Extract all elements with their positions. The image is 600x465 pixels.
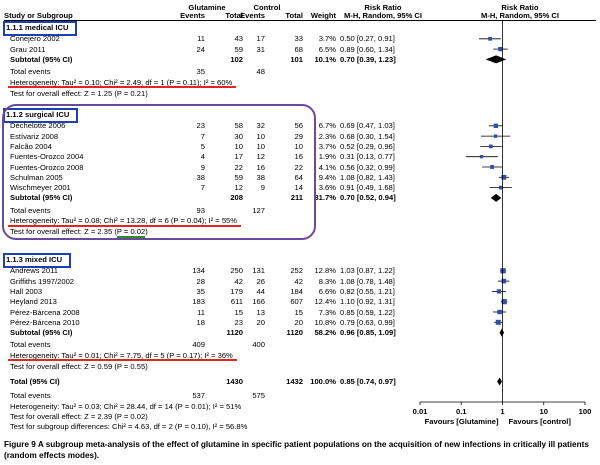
total-glutamine: 15 <box>234 307 243 317</box>
heterogeneity-stat: Heterogeneity: Tau² = 0.01; Chi² = 7.75, df = 5 (P = 0.17); I² = 36% <box>10 350 233 360</box>
weight: 3.6% <box>318 183 336 193</box>
events-control: 10 <box>256 141 265 151</box>
total-events-label: Total events <box>10 67 51 77</box>
risk-ratio-ci: 0.68 [0.30, 1.54] <box>340 131 395 141</box>
point-estimate-square <box>489 145 493 149</box>
total-control: 64 <box>294 172 303 182</box>
risk-ratio-ci: 0.69 [0.47, 1.03] <box>340 121 395 131</box>
subtotal-label: Subtotal (95% CI) <box>10 54 73 64</box>
favours-left-label: Favours [Glutamine] <box>424 417 499 426</box>
grand-total-control: 1432 <box>286 377 303 386</box>
grand-events-label: Total events <box>10 391 51 401</box>
events-glutamine: 18 <box>196 317 205 327</box>
overall-effect-test-suffix: ) <box>145 227 148 237</box>
x-tick-label: 10 <box>539 407 548 416</box>
overall-effect-p-value: P = 0.02 <box>116 227 146 237</box>
point-estimate-square <box>480 155 483 158</box>
point-estimate-square <box>497 310 501 314</box>
study-name: Wischmeyer 2001 <box>10 183 71 193</box>
total-control: 68 <box>294 44 303 54</box>
events-control: 44 <box>256 286 265 296</box>
subgroup-title: 1.1.1 medical ICU <box>6 23 69 32</box>
risk-ratio-ci: 1.08 [0.82, 1.43] <box>340 172 395 182</box>
total-glutamine: 611 <box>230 297 243 307</box>
risk-ratio-ci: 0.31 [0.13, 0.77] <box>340 152 395 162</box>
grand-heterogeneity: Heterogeneity: Tau² = 0.03; Chi² = 28.44, df = 14 (P = 0.01); I² = 51% <box>10 401 242 411</box>
weight: 3.7% <box>318 141 336 151</box>
study-name: Hall 2003 <box>10 286 43 296</box>
grand-events-control: 575 <box>252 391 265 401</box>
events-glutamine: 183 <box>192 297 205 307</box>
study-name: Fuentes-Orozco 2008 <box>10 162 84 172</box>
total-events-glutamine: 93 <box>196 205 205 215</box>
col-header-rr-method: M-H, Random, 95% CI <box>343 11 423 20</box>
total-control: 252 <box>290 266 303 276</box>
total-control: 20 <box>294 317 303 327</box>
weight: 12.4% <box>314 297 336 307</box>
overall-effect-test: Test for overall effect: Z = 0.59 (P = 0.55) <box>10 362 148 371</box>
weight: 1.9% <box>318 152 336 162</box>
subtotal-weight: 58.2% <box>314 328 336 338</box>
total-events-label: Total events <box>10 205 51 215</box>
total-glutamine: 10 <box>234 141 243 151</box>
point-estimate-square <box>496 320 501 325</box>
events-control: 9 <box>260 183 265 193</box>
risk-ratio-ci: 0.85 [0.59, 1.22] <box>340 307 395 317</box>
point-estimate-square <box>500 268 505 273</box>
risk-ratio-ci: 1.03 [0.87, 1.22] <box>340 266 395 276</box>
overall-effect-test: Test for overall effect: Z = 1.25 (P = 0.21) <box>10 88 148 98</box>
total-events-control: 127 <box>252 205 265 215</box>
point-estimate-square <box>497 289 501 293</box>
figure-caption: Figure 9 A subgroup meta-analysis of the effect of glutamine in specific patient populations on the acquisition of new infections in critically ill patients (random effects modes). <box>4 440 589 460</box>
study-name: Estívariz 2008 <box>10 131 59 141</box>
events-control: 131 <box>252 266 265 276</box>
x-tick-label: 100 <box>578 407 592 416</box>
total-glutamine: 12 <box>234 183 243 193</box>
total-glutamine: 30 <box>234 131 243 141</box>
events-control: 12 <box>256 152 265 162</box>
point-estimate-square <box>494 124 498 128</box>
risk-ratio-ci: 0.79 [0.63, 0.99] <box>340 317 395 327</box>
subtotal-diamond <box>486 55 507 63</box>
x-tick-label: 0.1 <box>455 407 467 416</box>
events-glutamine: 35 <box>196 286 205 296</box>
total-glutamine: 59 <box>234 44 243 54</box>
weight: 10.8% <box>314 317 336 327</box>
col-header-events-1: Events <box>180 11 205 20</box>
total-glutamine: 59 <box>234 172 243 182</box>
weight: 4.1% <box>318 162 336 172</box>
x-tick-label: 1 <box>500 407 505 416</box>
total-glutamine: 22 <box>234 162 243 172</box>
total-control: 15 <box>294 307 303 317</box>
total-control: 10 <box>294 141 303 151</box>
study-name: Grau 2011 <box>10 44 46 54</box>
study-name: Griffiths 1997/2002 <box>10 276 75 286</box>
grand-total-weight: 100.0% <box>310 377 336 386</box>
subtotal-diamond <box>491 194 502 202</box>
events-glutamine: 11 <box>197 307 205 317</box>
risk-ratio-ci: 0.91 [0.49, 1.68] <box>340 183 395 193</box>
risk-ratio-ci: 0.56 [0.32, 0.99] <box>340 162 395 172</box>
weight: 6.6% <box>318 286 336 296</box>
events-control: 166 <box>252 297 265 307</box>
col-header-control: Control <box>253 3 281 12</box>
total-glutamine: 43 <box>234 34 243 44</box>
total-glutamine: 179 <box>230 286 243 296</box>
total-glutamine: 23 <box>234 317 243 327</box>
col-header-events-2: Events <box>240 11 265 20</box>
point-estimate-square <box>494 134 497 137</box>
grand-total-glutamine: 1430 <box>226 377 243 386</box>
total-control: 22 <box>294 162 303 172</box>
study-name: Pérez-Bárcena 2008 <box>10 307 80 317</box>
total-events-control: 48 <box>256 67 265 77</box>
events-control: 16 <box>256 162 265 172</box>
events-control: 10 <box>256 131 265 141</box>
total-control: 29 <box>294 131 303 141</box>
total-control: 33 <box>294 34 303 44</box>
study-name: Déchelotte 2006 <box>10 121 66 131</box>
subgroup-title: 1.1.3 mixed ICU <box>6 255 63 264</box>
risk-ratio-ci: 0.89 [0.60, 1.34] <box>340 44 395 54</box>
subtotal-total-control: 1120 <box>286 328 303 338</box>
events-control: 17 <box>256 34 265 44</box>
total-control: 607 <box>290 297 303 307</box>
total-glutamine: 42 <box>234 276 243 286</box>
events-control: 26 <box>256 276 265 286</box>
subtotal-weight: 10.1% <box>314 54 336 64</box>
weight: 3.7% <box>318 34 336 44</box>
events-glutamine: 24 <box>196 44 205 54</box>
events-control: 20 <box>256 317 265 327</box>
risk-ratio-ci: 0.52 [0.29, 0.96] <box>340 141 395 151</box>
grand-total-diamond <box>497 378 502 386</box>
events-glutamine: 11 <box>197 34 205 44</box>
events-control: 31 <box>256 44 265 54</box>
total-glutamine: 250 <box>230 266 243 276</box>
events-glutamine: 9 <box>200 162 205 172</box>
events-glutamine: 38 <box>196 172 205 182</box>
study-name: Heyland 2013 <box>10 297 57 307</box>
point-estimate-square <box>498 47 502 51</box>
subtotal-total-glutamine: 1120 <box>226 328 243 338</box>
col-header-glutamine: Glutamine <box>188 3 226 12</box>
total-control: 16 <box>294 152 303 162</box>
weight: 2.3% <box>318 131 336 141</box>
subtotal-total-glutamine: 208 <box>230 193 243 203</box>
grand-overall-effect: Test for overall effect: Z = 2.39 (P = 0.02) <box>10 411 148 421</box>
weight: 12.8% <box>314 266 336 276</box>
study-name: Conejero 2002 <box>10 34 60 44</box>
total-glutamine: 58 <box>234 121 243 131</box>
subtotal-ci: 0.70 [0.52, 0.94] <box>340 193 396 203</box>
heterogeneity-stat: Heterogeneity: Tau² = 0.10; Chi² = 2.49, df = 1 (P = 0.11); I² = 60% <box>10 77 233 87</box>
heterogeneity-stat: Heterogeneity: Tau² = 0.08; Chi² = 13.28, df = 6 (P = 0.04); I² = 55% <box>10 216 238 225</box>
subtotal-diamond <box>500 329 504 337</box>
events-control: 32 <box>256 121 265 131</box>
col-header-total-2: Total <box>285 11 303 20</box>
point-estimate-square <box>488 37 492 41</box>
events-glutamine: 28 <box>196 276 205 286</box>
events-glutamine: 5 <box>200 141 205 151</box>
total-events-label: Total events <box>10 340 51 350</box>
favours-right-label: Favours [control] <box>508 417 571 426</box>
risk-ratio-ci: 0.50 [0.27, 0.91] <box>340 34 395 44</box>
events-glutamine: 134 <box>192 266 205 276</box>
risk-ratio-ci: 1.08 [0.78, 1.48] <box>340 276 395 286</box>
events-glutamine: 7 <box>200 131 205 141</box>
col-header-rr-title: Risk Ratio <box>364 3 402 12</box>
col-header-rr-plot-method: M-H, Random, 95% CI <box>480 11 560 20</box>
subtotal-ci: 0.70 [0.39, 1.23] <box>340 54 396 64</box>
total-control: 184 <box>290 286 303 296</box>
study-name: Pérez-Bárcena 2010 <box>10 317 80 327</box>
grand-total-label: Total (95% CI) <box>10 377 60 386</box>
total-control: 14 <box>294 183 303 193</box>
subtotal-total-control: 211 <box>290 193 303 203</box>
weight: 9.4% <box>318 172 336 182</box>
events-glutamine: 4 <box>200 152 205 162</box>
subgroup-differences: Test for subgroup differences: Chi² = 4.63, df = 2 (P = 0.10), I² = 56.8% <box>10 422 248 432</box>
study-name: Schulman 2005 <box>10 172 63 182</box>
point-estimate-square <box>490 165 494 169</box>
total-events-control: 400 <box>252 340 265 350</box>
subtotal-label: Subtotal (95% CI) <box>10 193 73 203</box>
study-name: Falcão 2004 <box>10 141 52 151</box>
total-control: 42 <box>294 276 303 286</box>
col-header-weight: Weight <box>310 11 336 20</box>
weight: 6.5% <box>318 44 336 54</box>
weight: 6.7% <box>318 121 336 131</box>
col-header-rr-plot-title: Risk Ratio <box>501 3 539 12</box>
events-glutamine: 7 <box>200 183 205 193</box>
events-control: 13 <box>256 307 265 317</box>
events-glutamine: 23 <box>196 121 205 131</box>
study-name: Fuentes-Orozco 2004 <box>10 152 84 162</box>
weight: 7.3% <box>318 307 336 317</box>
subtotal-weight: 31.7% <box>314 193 336 203</box>
grand-events-glutamine: 537 <box>192 391 205 401</box>
total-control: 56 <box>294 121 303 131</box>
subtotal-label: Subtotal (95% CI) <box>10 328 73 338</box>
risk-ratio-ci: 1.10 [0.92, 1.31] <box>340 297 395 307</box>
weight: 8.3% <box>318 276 336 286</box>
subgroup-title: 1.1.2 surgical ICU <box>6 110 70 119</box>
col-header-study: Study or Subgroup <box>4 11 73 20</box>
risk-ratio-ci: 0.82 [0.55, 1.21] <box>340 286 395 296</box>
total-events-glutamine: 35 <box>196 67 205 77</box>
col-header-total-1: Total <box>225 11 243 20</box>
grand-total-ci: 0.85 [0.74, 0.97] <box>340 377 396 386</box>
events-control: 38 <box>256 172 265 182</box>
study-name: Andrews 2011 <box>10 266 58 276</box>
total-events-glutamine: 409 <box>192 340 205 350</box>
overall-effect-test: Test for overall effect: Z = 2.35 ( <box>10 227 117 237</box>
total-glutamine: 17 <box>234 152 243 162</box>
subtotal-total-control: 101 <box>290 54 303 64</box>
x-tick-label: 0.01 <box>412 407 428 416</box>
subtotal-total-glutamine: 102 <box>230 54 243 64</box>
subtotal-ci: 0.96 [0.85, 1.09] <box>340 328 396 338</box>
